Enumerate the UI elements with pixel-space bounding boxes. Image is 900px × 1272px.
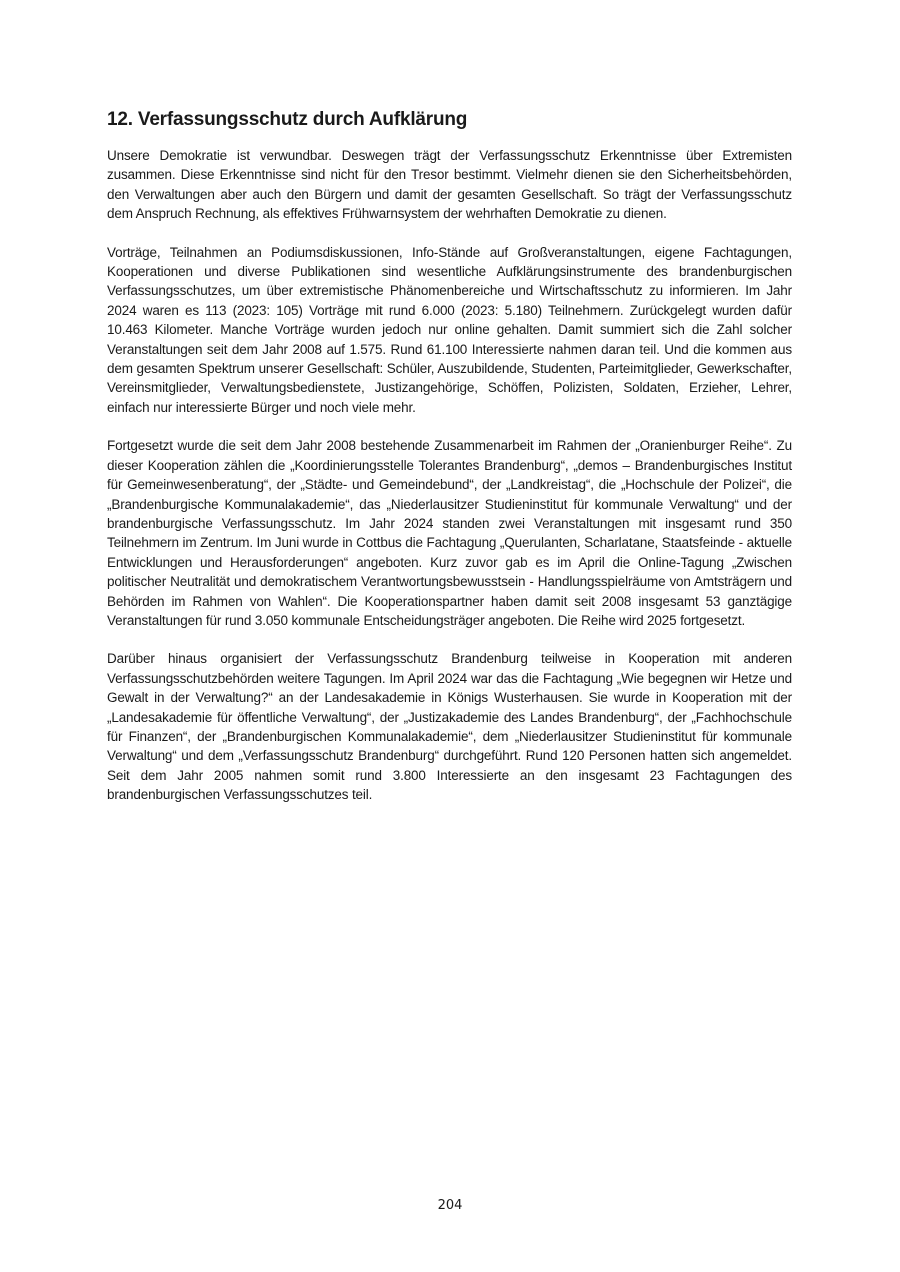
paragraph-conferences: Darüber hinaus organisiert der Verfassungsschutz Brandenburg teilweise in Kooperation mit anderen Verfassungsschutzbehörden weitere Tagungen. Im April 2024 war das die Fachtagung „Wie begegnen wir Hetze und Gewalt in der Verwaltung?“ an der Landesakademie in Königs Wusterhausen. Sie wurde in Kooperation mit der „Landesakademie für öffentliche Verwaltung“, der „Justizakademie des Landes Brandenburg“, der „Fachhochschule für Finanzen“, der „Brandenburgischen Kommunalakademie“, dem „Niederlausitzer Studieninstitut für kommunale Verwaltung“ und dem „Verfassungsschutz Brandenburg“ durchgeführt. Rund 120 Personen hatten sich angemeldet. Seit dem Jahr 2005 nahmen somit rund 3.800 Interessierte an den insgesamt 23 Fachtagungen des brandenburgischen Verfassungsschutzes teil. bbox=[107, 651, 792, 803]
paragraph-intro: Unsere Demokratie ist verwundbar. Deswegen trägt der Verfassungsschutz Erkenntnisse über Extremisten zusammen. Diese Erkenntnisse sind nicht für den Tresor bestimmt. Vielmehr dienen sie den Sicherheitsbehörden, den Verwaltungen aber auch den Bürgern und damit der gesamten Gesellschaft. So trägt der Verfassungsschutz dem Anspruch Rechnung, als effektives Frühwarnsystem der wehrhaften Demokratie zu dienen. bbox=[107, 148, 792, 222]
document-page bbox=[107, 108, 792, 824]
paragraph-oranienburger-reihe: Fortgesetzt wurde die seit dem Jahr 2008 bestehende Zusammenarbeit im Rahmen der „Oranienburger Reihe“. Zu dieser Kooperation zählen die „Koordinierungsstelle Tolerantes Brandenburg“, „demos – Brandenburgisches Institut für Gemeinwesenberatung“, der „Städte- und Gemeindebund“, der „Landkreistag“, die „Hochschule der Polizei“, die „Brandenburgische Kommunalakademie“, das „Niederlausitzer Studieninstitut für kommunale Verwaltung“ und der brandenburgische Verfassungsschutz. Im Jahr 2024 standen zwei Veranstaltungen mit insgesamt rund 350 Teilnehmern im Zentrum. Im Juni wurde in Cottbus die Fachtagung „Querulanten, Scharlatane, Staatsfeinde - aktuelle Entwicklungen und Herausforderungen“ angeboten. Kurz zuvor gab es im April die Online-Tagung „Zwischen politischer Neutralität und demokratischem Verantwortungsbewusstsein - Handlungsspielräume von Amtsträgern und Behörden im Rahmen von Wahlen“. Die Kooperationspartner haben damit seit 2008 insgesamt 53 ganztägige Veranstaltungen für rund 3.050 kommunale Entscheidungsträger angeboten. Die Reihe wird 2025 fortgesetzt. bbox=[107, 438, 792, 628]
paragraph-lectures: Vorträge, Teilnahmen an Podiumsdiskussionen, Info-Stände auf Großveranstaltungen, eigene Fachtagungen, Kooperationen und diverse Publikationen sind wesentliche Aufklärungsinstrumente des brandenburgischen Verfassungsschutzes, um über extremistische Phänomenbereiche und Wirtschaftsschutz zu informieren. Im Jahr 2024 waren es 113 (2023: 105) Vorträge mit rund 6.000 (2023: 5.180) Teilnehmern. Zurückgelegt wurden dafür 10.463 Kilometer. Manche Vorträge wurden jedoch nur online gehalten. Damit summiert sich die Zahl solcher Veranstaltungen seit dem Jahr 2008 auf 1.575. Rund 61.100 Interessierte nahmen daran teil. Und die kommen aus dem gesamten Spektrum unserer Gesellschaft: Schüler, Auszubildende, Studenten, Parteimitglieder, Gewerkschafter, Vereinsmitglieder, Verwaltungsbedienstete, Justizangehörige, Schöffen, Polizisten, Soldaten, Erzieher, Lehrer, einfach nur interessierte Bürger und noch viele mehr. bbox=[107, 244, 792, 415]
page-number: 204 bbox=[437, 1198, 463, 1213]
section-heading: 12. Verfassungsschutz durch Aufklärung bbox=[107, 109, 468, 130]
